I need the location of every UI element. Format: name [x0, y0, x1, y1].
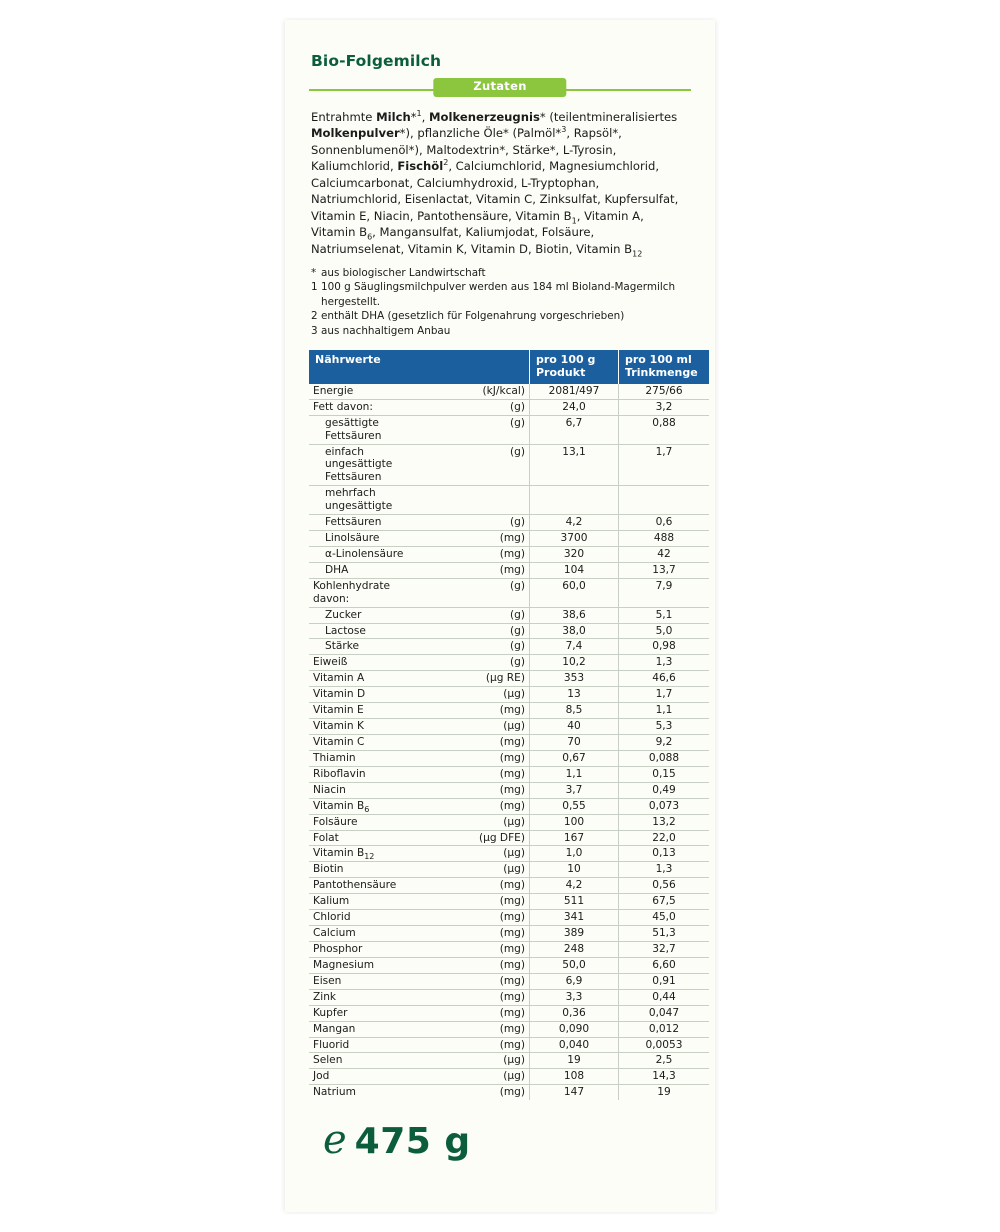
value-per-100g: 4,2 — [530, 878, 619, 894]
nutrient-unit: (mg) — [419, 703, 529, 719]
nutrient-name: Jod — [309, 1069, 419, 1085]
value-per-100g: 108 — [530, 1069, 619, 1085]
table-row — [309, 910, 709, 926]
nutrient-name: Vitamin E — [309, 703, 419, 719]
value-per-100ml: 275/66 — [619, 384, 710, 399]
value-per-100g: 1,1 — [530, 766, 619, 782]
nutrient-unit: (µg RE) — [419, 671, 529, 687]
table-row — [309, 399, 709, 415]
nutrient-name: gesättigte Fettsäuren — [309, 415, 419, 444]
nutrient-unit: (mg) — [419, 750, 529, 766]
nutrient-unit: (mg) — [419, 766, 529, 782]
value-per-100g: 0,36 — [530, 1005, 619, 1021]
column-header-per-100g-line2: Produkt — [536, 365, 586, 379]
nutrient-name: Kupfer — [309, 1005, 419, 1021]
table-row — [309, 750, 709, 766]
value-per-100g: 4,2 — [530, 515, 619, 531]
table-row — [309, 926, 709, 942]
table-row — [309, 1053, 709, 1069]
value-per-100g: 38,6 — [530, 607, 619, 623]
column-header-per-100g-line1: pro 100 g — [536, 352, 596, 366]
nutrient-name: DHA — [309, 562, 419, 578]
nutrient-unit: (kJ/kcal) — [419, 384, 529, 399]
value-per-100ml: 46,6 — [619, 671, 710, 687]
nutrient-name: Thiamin — [309, 750, 419, 766]
footnote-marker: 3 — [311, 324, 318, 337]
nutrient-unit: (mg) — [419, 926, 529, 942]
table-row — [309, 957, 709, 973]
value-per-100g: 13 — [530, 687, 619, 703]
nutrient-name: Folat — [309, 830, 419, 846]
ingredients-heading-label: Zutaten — [433, 78, 566, 97]
nutrient-name: Chlorid — [309, 910, 419, 926]
value-per-100g: 100 — [530, 814, 619, 830]
value-per-100ml: 0,047 — [619, 1005, 710, 1021]
nutrient-name: Mangan — [309, 1021, 419, 1037]
table-row — [309, 703, 709, 719]
nutrient-name: Eiweiß — [309, 655, 419, 671]
nutrient-name: Vitamin C — [309, 735, 419, 751]
value-per-100ml: 51,3 — [619, 926, 710, 942]
nutrient-name: Lactose — [309, 623, 419, 639]
value-per-100ml: 0,6 — [619, 515, 710, 531]
footnote-item — [311, 324, 689, 338]
nutrition-table — [309, 350, 709, 1100]
column-header-per-100ml-line2: Trinkmenge — [625, 365, 698, 379]
nutrient-name: Vitamin $B_{12}$ — [309, 846, 419, 862]
column-header-name: Nährwerte — [309, 350, 530, 384]
table-row — [309, 384, 709, 399]
value-per-100g: 60,0 — [530, 578, 619, 607]
net-weight — [323, 1117, 691, 1164]
footnote-text: aus nachhaltigem Anbau — [321, 324, 451, 337]
nutrient-unit: (g) — [419, 623, 529, 639]
nutrient-name: Fluorid — [309, 1037, 419, 1053]
table-row — [309, 862, 709, 878]
value-per-100ml: 0,13 — [619, 846, 710, 862]
value-per-100g: 0,55 — [530, 798, 619, 814]
table-row — [309, 1005, 709, 1021]
nutrient-unit: (µg DFE) — [419, 830, 529, 846]
nutrient-name: mehrfach ungesättigte — [309, 486, 419, 515]
footnote-item — [311, 280, 689, 309]
nutrient-unit: (mg) — [419, 957, 529, 973]
table-row — [309, 607, 709, 623]
nutrient-unit: (µg) — [419, 719, 529, 735]
nutrient-name: Stärke — [309, 639, 419, 655]
value-per-100ml — [619, 486, 710, 515]
nutrient-unit: (µg) — [419, 862, 529, 878]
nutrient-unit: (µg) — [419, 814, 529, 830]
table-row — [309, 942, 709, 958]
nutrition-table-body — [309, 384, 709, 1100]
value-per-100g: 353 — [530, 671, 619, 687]
value-per-100ml: 1,7 — [619, 687, 710, 703]
nutrient-unit: (g) — [419, 639, 529, 655]
nutrient-unit: (g) — [419, 399, 529, 415]
value-per-100g: 10 — [530, 862, 619, 878]
nutrient-name: Niacin — [309, 782, 419, 798]
net-weight-value: 475 g — [354, 1121, 471, 1163]
table-row — [309, 894, 709, 910]
value-per-100g: 1,0 — [530, 846, 619, 862]
table-row — [309, 531, 709, 547]
value-per-100ml: 14,3 — [619, 1069, 710, 1085]
footnote-item — [311, 309, 689, 323]
table-row — [309, 687, 709, 703]
value-per-100g: 38,0 — [530, 623, 619, 639]
footnote-marker: 2 — [311, 310, 318, 323]
footnote-marker: * — [311, 267, 317, 280]
column-header-per-100g — [530, 350, 619, 384]
nutrient-unit: (mg) — [419, 942, 529, 958]
nutrient-name: Vitamin A — [309, 671, 419, 687]
value-per-100ml: 22,0 — [619, 830, 710, 846]
value-per-100g: 167 — [530, 830, 619, 846]
value-per-100ml: 13,7 — [619, 562, 710, 578]
e-mark-icon: e — [323, 1117, 347, 1164]
value-per-100ml: 0,91 — [619, 973, 710, 989]
value-per-100ml: 0,0053 — [619, 1037, 710, 1053]
value-per-100g: 70 — [530, 735, 619, 751]
value-per-100ml: 6,60 — [619, 957, 710, 973]
value-per-100g: 341 — [530, 910, 619, 926]
value-per-100ml: 0,88 — [619, 415, 710, 444]
value-per-100ml: 13,2 — [619, 814, 710, 830]
table-header-row — [309, 350, 709, 384]
value-per-100g: 3,7 — [530, 782, 619, 798]
nutrient-unit: (g) — [419, 515, 529, 531]
table-row — [309, 798, 709, 814]
value-per-100g: 0,090 — [530, 1021, 619, 1037]
nutrient-name: Kohlenhydrate davon: — [309, 578, 419, 607]
column-header-per-100ml — [619, 350, 710, 384]
value-per-100g: 0,040 — [530, 1037, 619, 1053]
table-row — [309, 578, 709, 607]
nutrient-name: Pantothensäure — [309, 878, 419, 894]
value-per-100g: 40 — [530, 719, 619, 735]
value-per-100ml: 19 — [619, 1085, 710, 1100]
value-per-100ml: 9,2 — [619, 735, 710, 751]
nutrient-name: Zink — [309, 989, 419, 1005]
value-per-100ml: 3,2 — [619, 399, 710, 415]
product-package-panel — [285, 20, 715, 1212]
nutrient-unit: (mg) — [419, 798, 529, 814]
nutrient-name: Biotin — [309, 862, 419, 878]
value-per-100g: 50,0 — [530, 957, 619, 973]
table-row — [309, 782, 709, 798]
value-per-100g — [530, 486, 619, 515]
value-per-100g: 3,3 — [530, 989, 619, 1005]
ingredients-text: Entrahmte Milch*$^1$, Molkenerzeugnis* (teilentmineralisiertes Molkenpulver*), pflanzliche Öle* (Palmöl*$^3$, Rapsöl*, Sonnenblumenöl*), Maltodextrin*, Stärke*, L-Tyrosin, Kaliumchlorid, Fischöl$^2$, Calciumchlorid, Magnesiumchlorid, Calciumcarbonat, Calciumhydroxid, L-Tryptophan, Natriumchlorid, Eisenlactat, Vitamin C, Zinksulfat, Kupfersulfat, Vitamin E, Niacin, Pantothensäure, Vitamin $B_1$, Vitamin A, Vitamin $B_6$, Mangansulfat, Kaliumjodat, Folsäure, Natriumselenat, Vitamin K, Vitamin D, Biotin, Vitamin $B_{12}$ — [311, 109, 679, 258]
nutrient-name: Riboflavin — [309, 766, 419, 782]
nutrient-name: Magnesium — [309, 957, 419, 973]
value-per-100ml: 1,3 — [619, 655, 710, 671]
value-per-100ml: 42 — [619, 546, 710, 562]
value-per-100g: 389 — [530, 926, 619, 942]
nutrient-name: Kalium — [309, 894, 419, 910]
table-row — [309, 1037, 709, 1053]
footnote-marker: 1 — [311, 281, 318, 294]
footnote-text: enthält DHA (gesetzlich für Folgenahrung vorgeschrieben) — [321, 310, 625, 323]
nutrient-unit: (mg) — [419, 531, 529, 547]
value-per-100g: 6,9 — [530, 973, 619, 989]
table-row — [309, 671, 709, 687]
table-row — [309, 830, 709, 846]
table-row — [309, 719, 709, 735]
nutrient-unit: (mg) — [419, 1005, 529, 1021]
table-row — [309, 546, 709, 562]
value-per-100ml: 0,56 — [619, 878, 710, 894]
nutrient-name: Phosphor — [309, 942, 419, 958]
table-row — [309, 486, 709, 515]
value-per-100ml: 2,5 — [619, 1053, 710, 1069]
value-per-100g: 2081/497 — [530, 384, 619, 399]
footnote-item — [311, 266, 689, 280]
nutrient-unit: (mg) — [419, 735, 529, 751]
value-per-100ml: 1,7 — [619, 444, 710, 486]
value-per-100g: 104 — [530, 562, 619, 578]
nutrient-name: Fettsäuren — [309, 515, 419, 531]
value-per-100ml: 1,3 — [619, 862, 710, 878]
table-row — [309, 846, 709, 862]
nutrient-unit: (µg) — [419, 846, 529, 862]
value-per-100g: 511 — [530, 894, 619, 910]
nutrient-unit: (mg) — [419, 546, 529, 562]
nutrient-unit: (mg) — [419, 782, 529, 798]
nutrient-name: Eisen — [309, 973, 419, 989]
nutrient-name: Calcium — [309, 926, 419, 942]
value-per-100ml: 67,5 — [619, 894, 710, 910]
table-row — [309, 814, 709, 830]
nutrient-unit — [419, 486, 529, 515]
value-per-100ml: 0,44 — [619, 989, 710, 1005]
table-row — [309, 878, 709, 894]
table-row — [309, 562, 709, 578]
table-row — [309, 415, 709, 444]
nutrient-unit: (mg) — [419, 1037, 529, 1053]
nutrient-unit: (mg) — [419, 562, 529, 578]
value-per-100g: 0,67 — [530, 750, 619, 766]
nutrient-unit: (mg) — [419, 894, 529, 910]
nutrient-unit: (g) — [419, 444, 529, 486]
value-per-100ml: 1,1 — [619, 703, 710, 719]
value-per-100ml: 5,1 — [619, 607, 710, 623]
value-per-100g: 248 — [530, 942, 619, 958]
value-per-100ml: 7,9 — [619, 578, 710, 607]
table-row — [309, 515, 709, 531]
nutrient-name: Linolsäure — [309, 531, 419, 547]
nutrient-name: Zucker — [309, 607, 419, 623]
value-per-100g: 10,2 — [530, 655, 619, 671]
value-per-100ml: 0,15 — [619, 766, 710, 782]
nutrient-name: Vitamin D — [309, 687, 419, 703]
nutrient-unit: (mg) — [419, 910, 529, 926]
table-row — [309, 655, 709, 671]
nutrient-unit: (mg) — [419, 878, 529, 894]
table-row — [309, 973, 709, 989]
table-row — [309, 623, 709, 639]
nutrient-unit: (mg) — [499, 1086, 525, 1099]
value-per-100g: 3700 — [530, 531, 619, 547]
value-per-100ml: 0,98 — [619, 639, 710, 655]
value-per-100ml: 5,0 — [619, 623, 710, 639]
nutrient-name: Vitamin K — [309, 719, 419, 735]
table-row — [309, 735, 709, 751]
table-row — [309, 1085, 709, 1100]
value-per-100g: 24,0 — [530, 399, 619, 415]
value-per-100g: 6,7 — [530, 415, 619, 444]
table-row — [309, 1069, 709, 1085]
value-per-100ml: 488 — [619, 531, 710, 547]
nutrient-unit: (µg) — [419, 1053, 529, 1069]
value-per-100g: 19 — [530, 1053, 619, 1069]
table-row — [309, 1021, 709, 1037]
nutrient-name: Folsäure — [309, 814, 419, 830]
nutrient-unit: (µg) — [419, 687, 529, 703]
value-per-100g: 8,5 — [530, 703, 619, 719]
table-row — [309, 766, 709, 782]
value-per-100g: 7,4 — [530, 639, 619, 655]
nutrient-name: Fett davon: — [309, 399, 419, 415]
nutrient-unit: (mg) — [419, 989, 529, 1005]
nutrient-name: Selen — [309, 1053, 419, 1069]
nutrient-unit: (g) — [419, 655, 529, 671]
nutrient-name: Vitamin $B_6$ — [309, 798, 419, 814]
nutrient-name: α-Linolensäure — [309, 546, 419, 562]
nutrient-unit: (mg) — [419, 1021, 529, 1037]
value-per-100g: 147 — [530, 1085, 619, 1100]
table-row — [309, 989, 709, 1005]
package-content — [309, 52, 698, 1164]
ingredients-section-header — [309, 78, 691, 100]
value-per-100g: 320 — [530, 546, 619, 562]
value-per-100ml: 0,073 — [619, 798, 710, 814]
nutrient-unit: (g) — [419, 607, 529, 623]
column-header-per-100ml-line1: pro 100 ml — [625, 352, 692, 366]
value-per-100ml: 0,012 — [619, 1021, 710, 1037]
value-per-100g: 13,1 — [530, 444, 619, 486]
nutrient-name: Natrium — [313, 1086, 356, 1099]
table-row — [309, 444, 709, 486]
nutrient-unit: (µg) — [419, 1069, 529, 1085]
page-title: Bio-Folgemilch — [311, 52, 442, 70]
nutrient-name: Energie — [309, 384, 419, 399]
nutrient-unit: (g) — [419, 578, 529, 607]
table-row — [309, 639, 709, 655]
value-per-100ml: 45,0 — [619, 910, 710, 926]
value-per-100ml: 0,49 — [619, 782, 710, 798]
footnotes-list — [311, 266, 689, 338]
value-per-100ml: 0,088 — [619, 750, 710, 766]
value-per-100ml: 32,7 — [619, 942, 710, 958]
nutrient-unit: (mg) — [419, 973, 529, 989]
footnote-text: 100 g Säuglingsmilchpulver werden aus 184 ml Bioland-Magermilch hergestellt. — [321, 281, 676, 308]
nutrient-unit: (g) — [419, 415, 529, 444]
nutrition-table-head — [309, 350, 709, 384]
nutrient-name: einfach ungesättigte Fettsäuren — [309, 444, 419, 486]
value-per-100ml: 5,3 — [619, 719, 710, 735]
footnote-text: aus biologischer Landwirtschaft — [321, 267, 486, 280]
